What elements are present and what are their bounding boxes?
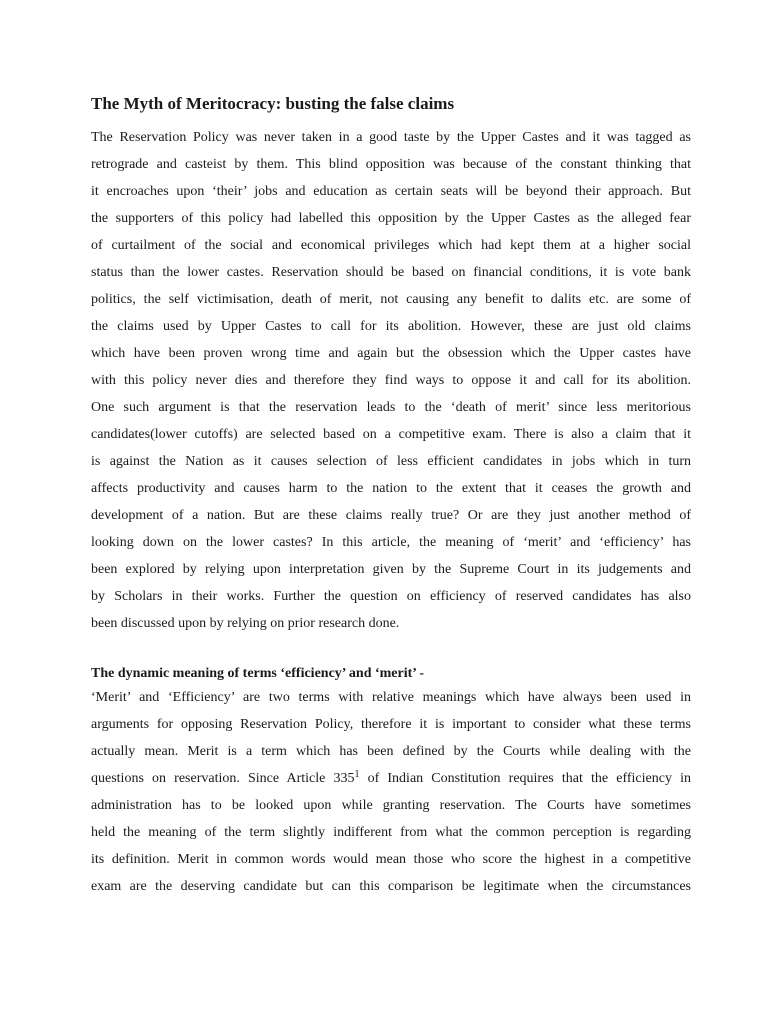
paragraph-line: administration has to be looked upon while granting reservation. The Courts have sometimes bbox=[91, 798, 691, 813]
intro-paragraph bbox=[91, 124, 691, 637]
paragraph-line: politics, the self victimisation, death of merit, not causing any benefit to dalits etc. are some of bbox=[91, 292, 691, 307]
line-text-before: questions on reservation. Since Article 335 bbox=[91, 771, 355, 786]
paragraph-line: held the meaning of the term slightly indifferent from what the common perception is regarding bbox=[91, 825, 691, 840]
paragraph-line: looking down on the lower castes? In this article, the meaning of ‘merit’ and ‘efficiency’ has bbox=[91, 535, 691, 550]
paragraph-line: which have been proven wrong time and again but the obsession which the Upper castes have bbox=[91, 346, 691, 361]
footnote-marker[interactable]: 1 bbox=[354, 769, 360, 780]
paragraph-line: the supporters of this policy had labelled this opposition by the Upper Castes as the alleged fear bbox=[91, 211, 691, 226]
paragraph-line: ‘Merit’ and ‘Efficiency’ are two terms with relative meanings which have always been used in bbox=[91, 690, 691, 705]
paragraph-line: been discussed upon by relying on prior research done. bbox=[91, 616, 400, 631]
paragraph-line: retrograde and casteist by them. This blind opposition was because of the constant thinking that bbox=[91, 157, 691, 172]
paragraph-line: affects productivity and causes harm to the nation to the extent that it ceases the growth and bbox=[91, 481, 691, 496]
document-page bbox=[91, 92, 691, 900]
paragraph-line: it encroaches upon ‘their’ jobs and education as certain seats will be beyond their approach. But bbox=[91, 184, 691, 199]
paragraph-line-with-footnote bbox=[91, 765, 691, 792]
paragraph-line: of curtailment of the social and economical privileges which had kept them at a higher social bbox=[91, 238, 691, 253]
paragraph-line: actually mean. Merit is a term which has been defined by the Courts while dealing with the bbox=[91, 744, 691, 759]
paragraph-line: been explored by relying upon interpretation given by the Supreme Court in its judgements and bbox=[91, 562, 691, 577]
paragraph-line: One such argument is that the reservation leads to the ‘death of merit’ since less meritorious bbox=[91, 400, 691, 415]
paragraph-line: its definition. Merit in common words would mean those who score the highest in a competitive bbox=[91, 852, 691, 867]
line-text-after: of Indian Constitution requires that the efficiency in bbox=[359, 771, 691, 786]
document-title: The Myth of Meritocracy: busting the false claims bbox=[91, 94, 455, 113]
paragraph-line: The Reservation Policy was never taken in a good taste by the Upper Castes and it was tagged as bbox=[91, 130, 691, 145]
paragraph-line: candidates(lower cutoffs) are selected based on a competitive exam. There is also a claim that it bbox=[91, 427, 691, 442]
paragraph-line: development of a nation. But are these claims really true? Or are they just another method of bbox=[91, 508, 691, 523]
paragraph-line: arguments for opposing Reservation Policy, therefore it is important to consider what these terms bbox=[91, 717, 691, 732]
paragraph-line: the claims used by Upper Castes to call for its abolition. However, these are just old claims bbox=[91, 319, 691, 334]
paragraph-line: status than the lower castes. Reservation should be based on financial conditions, it is vote bank bbox=[91, 265, 691, 280]
merit-paragraph bbox=[91, 684, 691, 900]
paragraph-line: by Scholars in their works. Further the question on efficiency of reserved candidates has also bbox=[91, 589, 691, 604]
section-heading: The dynamic meaning of terms ‘efficiency’ and ‘merit’ - bbox=[91, 666, 425, 681]
paragraph-line: exam are the deserving candidate but can this comparison be legitimate when the circumstances bbox=[91, 879, 691, 894]
paragraph-line: with this policy never dies and therefore they find ways to oppose it and call for its abolition. bbox=[91, 373, 691, 388]
paragraph-line: is against the Nation as it causes selection of less efficient candidates in jobs which in turn bbox=[91, 454, 691, 469]
